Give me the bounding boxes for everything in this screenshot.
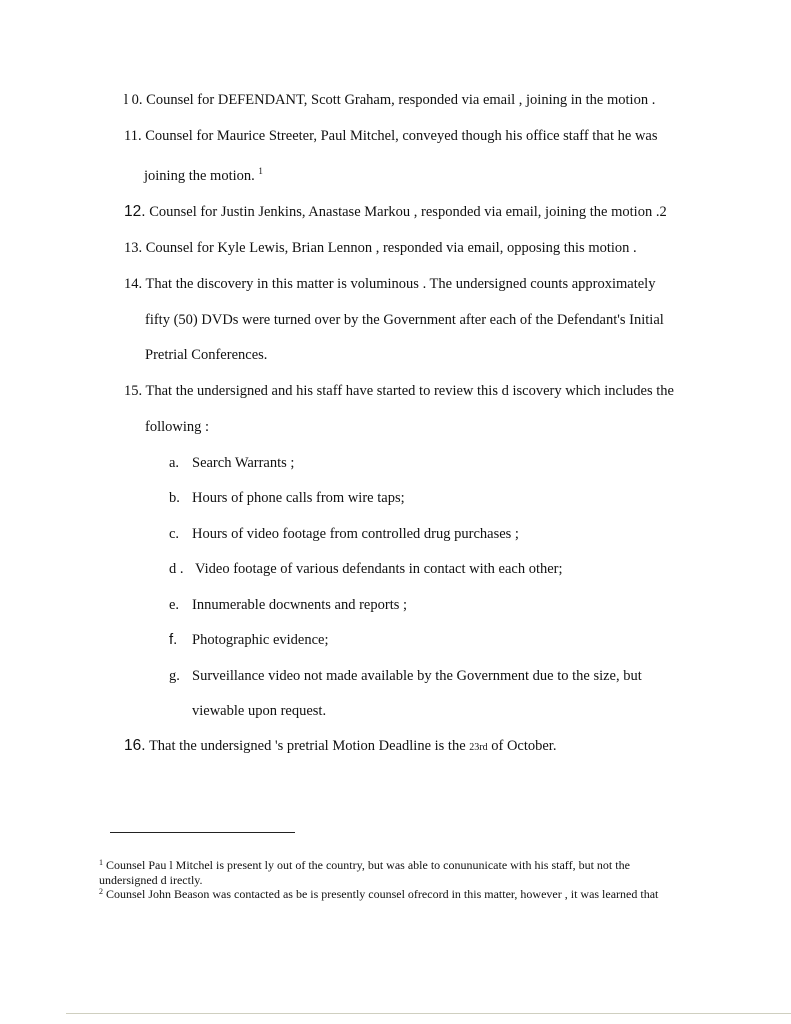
- footnote-1-continuation: [99, 873, 203, 887]
- paragraph-15: [124, 382, 674, 400]
- paragraph-text-line: That the discovery in this matter is voluminous . The undersigned counts approximately: [145, 276, 656, 292]
- paragraph-text-line: following :: [145, 419, 210, 435]
- paragraph-text-line: joining the motion.: [144, 168, 255, 184]
- paragraph-text: Counsel for DEFENDANT, Scott Graham, responded via email , joining in the motion .: [146, 92, 656, 108]
- list-item-letter: d .: [169, 561, 184, 577]
- page-bottom-border: [66, 1013, 791, 1014]
- paragraph-10: [124, 91, 655, 109]
- paragraph-number: 14.: [124, 276, 143, 292]
- footnote-reference: 1: [258, 166, 263, 176]
- paragraph-number: 11.: [124, 128, 142, 144]
- footnote-1: [99, 858, 630, 872]
- paragraph-11-continuation: [144, 167, 263, 185]
- list-item-letter: g.: [169, 668, 180, 684]
- paragraph-14-continuation: [145, 346, 267, 364]
- paragraph-14-continuation: [145, 311, 664, 329]
- footnote-text-line: Counsel Pau l Mitchel is present ly out of the country, but was able to conununicate with his staff, but not the: [106, 858, 630, 872]
- footnote-mark: 1: [99, 858, 103, 867]
- footnote-text-line: undersigned d irectly.: [99, 873, 203, 887]
- list-item-letter: a.: [169, 455, 180, 471]
- footnote-mark: 2: [99, 887, 103, 896]
- list-item-text: Innumerable docwnents and reports ;: [192, 597, 408, 613]
- footnote-separator: [110, 832, 295, 833]
- paragraph-text: of October.: [487, 738, 557, 754]
- paragraph-text-line: That the undersigned and his staff have started to review this d iscovery which includes the: [145, 383, 674, 399]
- list-item-text: Search Warrants ;: [192, 455, 295, 471]
- list-item-letter: c.: [169, 526, 180, 542]
- paragraph-text: Counsel for Justin Jenkins, Anastase Markou , responded via email, joining the motion .2: [149, 204, 667, 220]
- list-item-letter: f.: [169, 631, 178, 648]
- paragraph-number: 13.: [124, 240, 143, 256]
- list-item-text: Photographic evidence;: [192, 632, 329, 648]
- paragraph-text: Counsel for Kyle Lewis, Brian Lennon , responded via email, opposing this motion .: [145, 240, 637, 256]
- list-item-letter: e.: [169, 597, 180, 613]
- paragraph-11: [124, 127, 696, 145]
- list-item-text: Video footage of various defendants in contact with each other;: [195, 561, 563, 577]
- paragraph-number: 15.: [124, 383, 143, 399]
- date-ordinal: 23rd: [469, 742, 488, 753]
- paragraph-13: [124, 239, 637, 257]
- paragraph-16: [124, 737, 556, 757]
- footnote-2: [99, 887, 658, 901]
- list-item-letter: b.: [169, 490, 180, 506]
- list-item-text: Hours of video footage from controlled drug purchases ;: [192, 526, 519, 542]
- paragraph-12: [124, 203, 667, 221]
- paragraph-15-continuation: [145, 418, 209, 436]
- paragraph-text-line: Pretrial Conferences.: [145, 347, 268, 363]
- paragraph-number: 12.: [124, 203, 146, 220]
- paragraph-text: That the undersigned 's pretrial Motion Deadline is the: [148, 738, 470, 754]
- paragraph-number: l 0.: [124, 92, 143, 108]
- paragraph-text-line: Counsel for Maurice Streeter, Paul Mitchel, conveyed though his office staff that he was: [145, 128, 658, 144]
- list-item-text: viewable upon request.: [192, 703, 327, 719]
- list-item-text: Surveillance video not made available by the Government due to the size, but: [192, 668, 642, 684]
- paragraph-number: 16.: [124, 737, 146, 754]
- paragraph-14: [124, 275, 655, 293]
- footnote-text-line: Counsel John Beason was contacted as be is presently counsel ofrecord in this matter, however , it was learned that: [106, 887, 659, 901]
- list-item-text: Hours of phone calls from wire taps;: [192, 490, 405, 506]
- paragraph-text-line: fifty (50) DVDs were turned over by the Government after each of the Defendant's Initial: [145, 312, 664, 328]
